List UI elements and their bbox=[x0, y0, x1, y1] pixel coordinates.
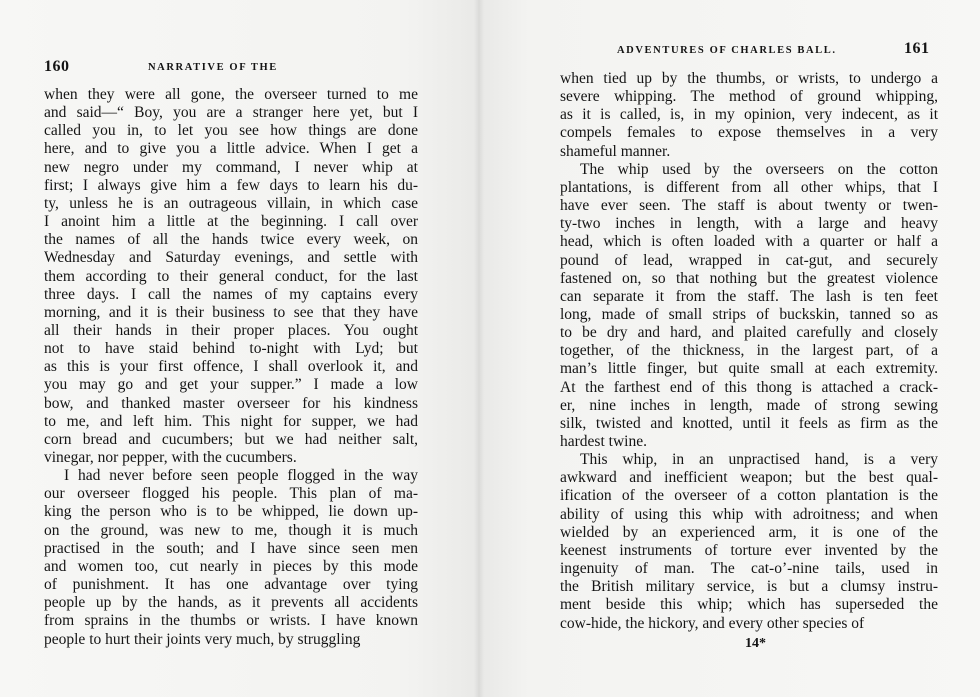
text-line: as this is your first offence, I shall overlook it, and bbox=[44, 358, 418, 376]
text-line: to me, and left him. This night for supper, we had bbox=[44, 412, 418, 430]
text-line: awkward and inefficient weapon; but the best qual- bbox=[560, 469, 938, 487]
text-line: er, nine inches in length, made of strong sewing bbox=[560, 396, 938, 414]
text-line: pound of lead, wrapped in cat-gut, and securely bbox=[560, 251, 938, 269]
text-line: silk, twisted and knotted, until it feels as firm as the bbox=[560, 414, 938, 432]
text-line: together, of the thickness, in the largest part, of a bbox=[560, 342, 938, 360]
text-line: when tied up by the thumbs, or wrists, to undergo a bbox=[560, 70, 938, 87]
text-line: I anoint him a little at the beginning. I call over bbox=[44, 213, 418, 231]
signature-mark: 14* bbox=[745, 636, 766, 651]
text-line: king the person who is to be whipped, lie down up- bbox=[44, 503, 418, 521]
right-running-head: ADVENTURES OF CHARLES BALL. bbox=[617, 45, 837, 56]
text-line: here, and to give you a little advice. When I get a bbox=[44, 140, 418, 158]
text-line: The whip used by the overseers on the cotton bbox=[580, 160, 938, 178]
text-line: fastened on, so that nothing but the greatest violence bbox=[560, 269, 938, 287]
text-line: head, which is often loaded with a quarter or half a bbox=[560, 233, 938, 251]
text-line: on the ground, was new to me, though it is much bbox=[44, 521, 418, 539]
text-line: keenest instruments of torture ever invented by the bbox=[560, 541, 938, 559]
text-line: the British military service, is but a clumsy instru- bbox=[560, 578, 938, 596]
text-line: ty-two inches in length, with a large and heavy bbox=[560, 215, 938, 233]
text-line: can separate it from the staff. The lash is ten feet bbox=[560, 287, 938, 305]
text-line: ability of using this whip with adroitness; and when bbox=[560, 505, 938, 523]
text-line: and women too, cut nearly in pieces by this mode bbox=[44, 557, 418, 575]
right-page-number: 161 bbox=[904, 40, 930, 57]
text-line: from sprains in the thumbs or wrists. I have known bbox=[44, 612, 418, 630]
text-line: the names of all the hands twice every week, on bbox=[44, 231, 418, 249]
text-line: wielded by an experienced arm, it is one of the bbox=[560, 523, 938, 541]
text-line: all their hands in their proper places. You ought bbox=[44, 321, 418, 339]
text-line: ty, unless he is an outrageous villain, in which case bbox=[44, 194, 418, 212]
book-gutter bbox=[474, 0, 484, 697]
text-line: people to hurt their joints very much, by struggling bbox=[44, 630, 361, 648]
text-line: them according to their general conduct, for the last bbox=[44, 267, 418, 285]
text-line: man’s little finger, but quite small at each extremity. bbox=[560, 360, 938, 378]
text-line: when they were all gone, the overseer turned to me bbox=[44, 86, 418, 103]
text-line: our overseer flogged his people. This plan of ma- bbox=[44, 485, 418, 503]
text-line: long, made of small strips of buckskin, tanned so as bbox=[560, 305, 938, 323]
text-line: people up by the hands, as it prevents all accidents bbox=[44, 594, 418, 612]
text-line: shameful manner. bbox=[560, 142, 671, 160]
text-line: ment beside this whip; which has superseded the bbox=[560, 596, 938, 614]
text-line: plantations, is different from all other whips, that I bbox=[560, 178, 938, 196]
text-line: cow-hide, the hickory, and every other species of bbox=[560, 614, 865, 632]
text-line: morning, and it is their business to see that they have bbox=[44, 303, 418, 321]
text-line: you may go and get your supper.” I made a low bbox=[44, 376, 418, 394]
text-line: vinegar, nor pepper, with the cucumbers. bbox=[44, 449, 297, 466]
text-line: compels females to expose themselves in a very bbox=[560, 124, 938, 142]
left-page-number: 160 bbox=[44, 58, 70, 75]
text-line: and said—“ Boy, you are a stranger here yet, but I bbox=[44, 104, 418, 122]
text-line: hardest twine. bbox=[560, 433, 647, 450]
text-line: bow, and thanked master overseer for his kindness bbox=[44, 394, 418, 412]
text-line: This whip, in an unpractised hand, is a very bbox=[580, 451, 938, 469]
text-line: practised in the south; and I have since seen men bbox=[44, 539, 418, 557]
text-line: as it is called, is, in my opinion, very indecent, as it bbox=[560, 106, 938, 124]
text-line: severe whipping. The method of ground whipping, bbox=[560, 88, 938, 106]
text-line: to be dry and hard, and plaited carefully and closely bbox=[560, 324, 938, 342]
text-line: called you in, to let you see how things are done bbox=[44, 122, 418, 140]
text-line: first; I always give him a few days to learn his du- bbox=[44, 176, 418, 194]
text-line: Wednesday and Saturday evenings, and settle with bbox=[44, 249, 418, 267]
text-line: of punishment. It has one advantage over tying bbox=[44, 576, 418, 594]
text-line: At the farthest end of this thong is attached a crack- bbox=[560, 378, 938, 396]
text-line: corn bread and cucumbers; but we had neither salt, bbox=[44, 430, 418, 448]
text-line: have ever seen. The staff is about twenty or twen- bbox=[560, 197, 938, 215]
text-line: I had never before seen people flogged in the way bbox=[64, 467, 418, 485]
text-line: ification of the overseer of a cotton plantation is the bbox=[560, 487, 938, 505]
text-line: ingenuity of man. The cat-o’-nine tails, used in bbox=[560, 560, 938, 578]
text-line: three days. I call the names of my captains every bbox=[44, 285, 418, 303]
left-running-head: NARRATIVE OF THE bbox=[148, 62, 278, 73]
text-line: not to have staid behind to-night with Lyd; but bbox=[44, 340, 418, 358]
text-line: new negro under my command, I never whip at bbox=[44, 158, 418, 176]
